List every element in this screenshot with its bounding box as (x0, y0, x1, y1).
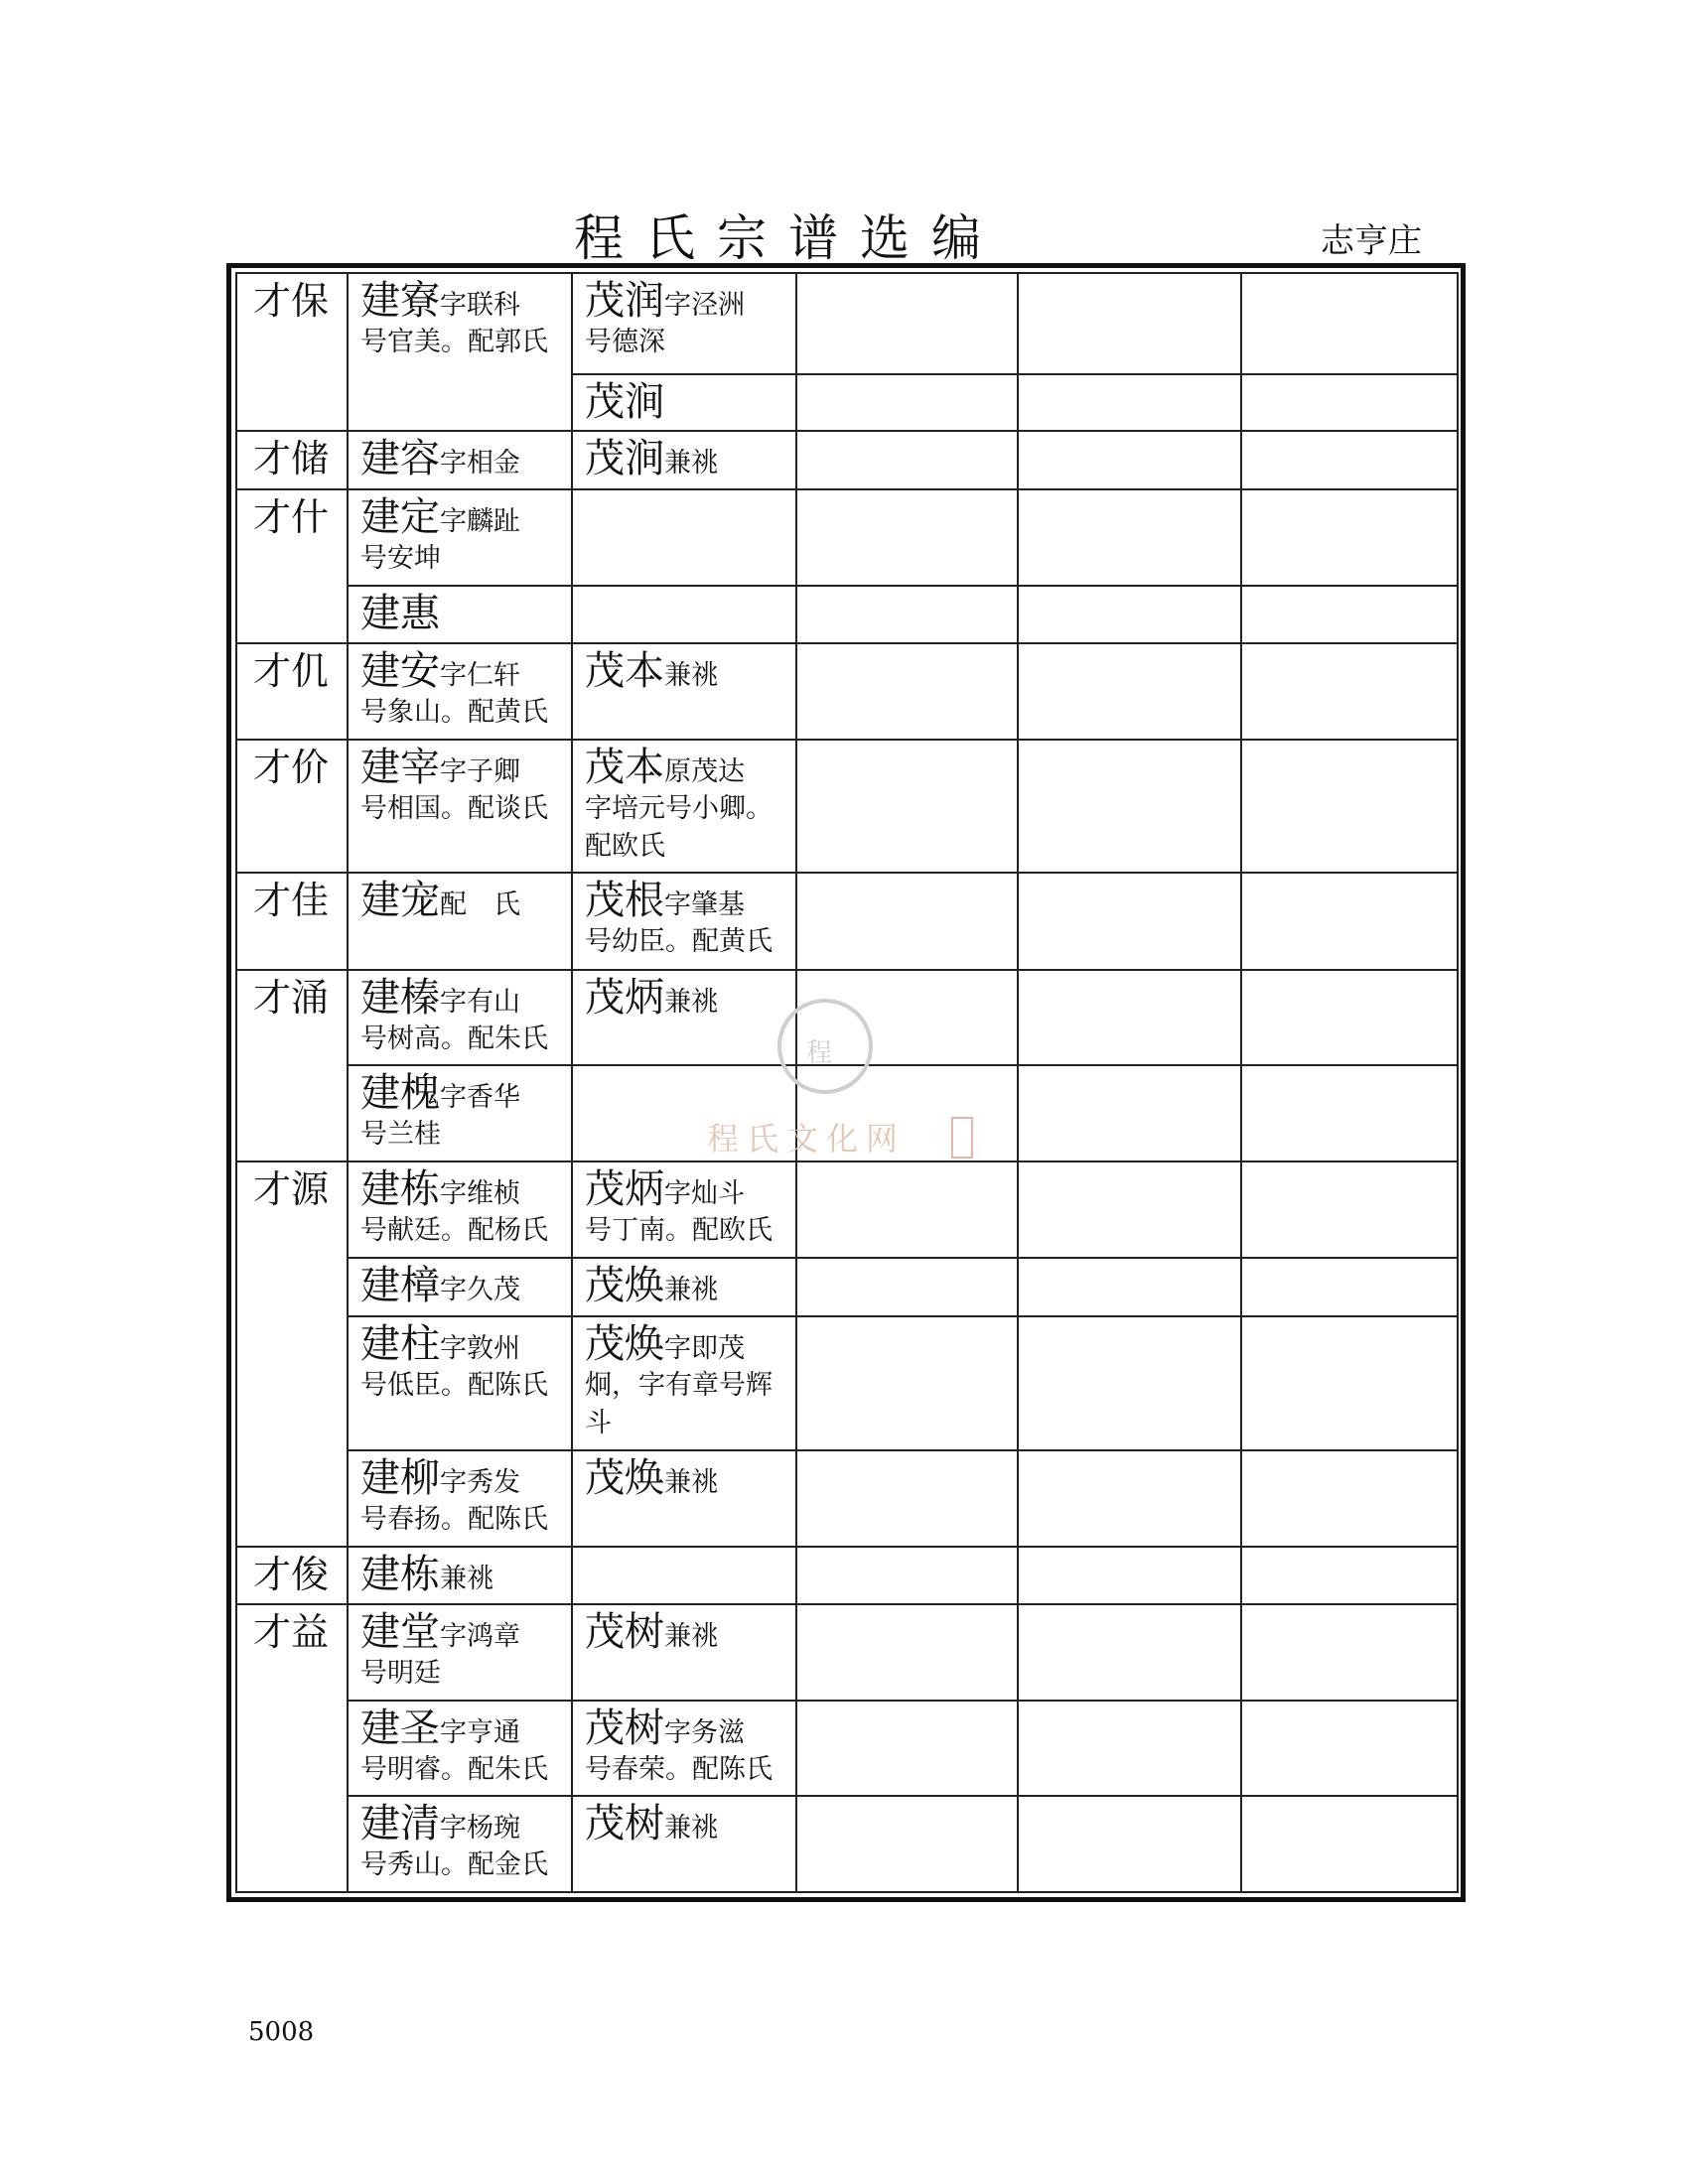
table-row (236, 1258, 1458, 1315)
gen3-cell (572, 1701, 796, 1797)
gen2-note-line2: 号秀山。配金氏 (360, 1849, 548, 1881)
empty-cell (1018, 586, 1241, 643)
empty-cell (796, 740, 1018, 874)
empty-cell (1241, 1258, 1458, 1315)
empty-cell (796, 1547, 1018, 1604)
gen2-note-line2: 号树高。配朱氏 (360, 1023, 548, 1054)
site-watermark: 程氏文化网 (707, 1120, 907, 1158)
gen2-name: 建寮 (360, 278, 440, 324)
gen2-name: 建圣 (360, 1705, 440, 1751)
gen2-name: 建栋 (360, 1165, 440, 1212)
gen1-cell: 才源 (236, 1161, 348, 1547)
empty-cell (1018, 1065, 1241, 1161)
empty-cell (1241, 873, 1458, 970)
gen2-note: 字久茂 (440, 1275, 520, 1306)
gen2-cell (348, 586, 572, 643)
empty-cell (1241, 489, 1458, 586)
gen2-cell (348, 1065, 572, 1161)
empty-cell (1018, 970, 1241, 1066)
empty-cell (1241, 1161, 1458, 1259)
empty-cell (796, 431, 1018, 489)
gen3-note-line2: 字培元号小卿。配欧氏 (585, 792, 773, 862)
gen3-name: 茂涧 (585, 378, 664, 425)
table-row (236, 1604, 1458, 1701)
gen2-name: 建堂 (360, 1609, 440, 1656)
gen2-name: 建榛 (360, 974, 440, 1021)
gen1-cell: 才储 (236, 431, 348, 489)
empty-cell (1018, 1796, 1241, 1892)
empty-cell (1241, 431, 1458, 489)
gen3-cell (572, 970, 796, 1066)
gen2-name: 建樟 (360, 1263, 440, 1309)
gen1-cell: 才价 (236, 740, 348, 874)
gen1-cell: 才什 (236, 489, 348, 643)
empty-cell (1241, 1065, 1458, 1161)
gen2-note: 字敦州 (440, 1332, 520, 1364)
empty-cell (1241, 586, 1458, 643)
table-row (236, 873, 1458, 970)
table-row (236, 643, 1458, 740)
gen3-note: 字灿斗 (664, 1177, 745, 1209)
table-row (236, 1161, 1458, 1259)
empty-cell (1241, 970, 1458, 1066)
table-row (236, 586, 1458, 643)
gen1-cell: 才保 (236, 273, 348, 431)
empty-cell (796, 374, 1018, 431)
gen3-cell (572, 643, 796, 740)
gen3-name: 茂树 (585, 1705, 664, 1751)
gen2-note: 字麟趾 (440, 506, 520, 538)
gen3-note: 字肇基 (664, 889, 745, 921)
gen2-cell (348, 1258, 572, 1315)
gen2-name: 建宠 (360, 878, 440, 924)
gen3-note: 兼祧 (664, 447, 718, 478)
empty-cell (1241, 1604, 1458, 1701)
gen2-cell (348, 1547, 572, 1604)
gen2-note-line2: 号兰桂 (360, 1119, 441, 1151)
table-row (236, 1701, 1458, 1797)
gen2-note: 字亨通 (440, 1716, 520, 1748)
gen2-name: 建槐 (360, 1070, 440, 1117)
empty-cell (796, 1258, 1018, 1315)
empty-cell (1018, 1450, 1241, 1547)
gen2-name: 建柱 (360, 1320, 440, 1367)
empty-cell (1241, 1547, 1458, 1604)
gen3-note-line2: 号丁南。配欧氏 (585, 1214, 773, 1246)
gen3-note: 兼祧 (664, 1275, 718, 1306)
empty-cell (1018, 273, 1241, 374)
gen2-note-line2: 号象山。配黄氏 (360, 697, 548, 729)
gen3-name: 茂焕 (585, 1455, 664, 1502)
gen3-cell (572, 431, 796, 489)
gen2-cell (348, 1161, 572, 1259)
gen2-name: 建安 (360, 648, 440, 695)
gen3-cell (572, 1547, 796, 1604)
gen3-cell (572, 1450, 796, 1547)
gen3-name: 茂本 (585, 744, 664, 790)
empty-cell (796, 1450, 1018, 1547)
gen3-name: 茂树 (585, 1609, 664, 1656)
gen3-note: 兼祧 (664, 1467, 718, 1499)
table-row (236, 1450, 1458, 1547)
gen1-cell: 才益 (236, 1604, 348, 1892)
empty-cell (796, 1796, 1018, 1892)
empty-cell (1241, 740, 1458, 874)
gen3-note: 兼祧 (664, 660, 718, 692)
gen2-cell (348, 273, 572, 431)
gen2-note: 字仁轩 (440, 660, 520, 692)
gen2-note-line2: 号相国。配谈氏 (360, 792, 548, 824)
gen3-cell (572, 586, 796, 643)
table-row (236, 1796, 1458, 1892)
empty-cell (1241, 1701, 1458, 1797)
table-row (236, 1547, 1458, 1604)
gen3-cell (572, 740, 796, 874)
gen2-name: 建清 (360, 1801, 440, 1847)
gen2-note-line2: 号安坤 (360, 543, 441, 575)
gen2-note: 字鸿章 (440, 1621, 520, 1653)
gen3-cell (572, 273, 796, 374)
empty-cell (1018, 740, 1241, 874)
gen3-cell (572, 374, 796, 431)
table-row (236, 489, 1458, 586)
seal-text: 程 (806, 1038, 833, 1068)
gen3-cell (572, 1604, 796, 1701)
gen3-note-line2: 号幼臣。配黄氏 (585, 926, 773, 958)
empty-cell (1241, 1316, 1458, 1451)
gen3-note: 兼祧 (664, 1621, 718, 1653)
gen3-name: 茂涧 (585, 435, 664, 481)
gen2-name: 建宰 (360, 744, 440, 790)
empty-cell (1018, 1316, 1241, 1451)
empty-cell (1018, 431, 1241, 489)
gen2-cell (348, 431, 572, 489)
gen2-name: 建定 (360, 494, 440, 541)
table-row (236, 740, 1458, 874)
gen1-cell: 才仉 (236, 643, 348, 740)
gen2-note-line2: 号明廷 (360, 1658, 441, 1690)
gen3-name: 茂根 (585, 878, 664, 924)
gen2-note-line2: 号献廷。配杨氏 (360, 1214, 548, 1246)
empty-cell (796, 1701, 1018, 1797)
gen2-note: 字相金 (440, 447, 520, 478)
empty-cell (796, 643, 1018, 740)
empty-cell (1241, 374, 1458, 431)
gen3-note: 字泾洲 (664, 290, 745, 321)
empty-cell (796, 1604, 1018, 1701)
gen1-cell: 才俊 (236, 1547, 348, 1604)
gen2-note: 字秀发 (440, 1467, 520, 1499)
gen2-name: 建容 (360, 435, 440, 481)
empty-cell (796, 273, 1018, 374)
gen2-note-line2: 号低臣。配陈氏 (360, 1369, 548, 1401)
gen2-note-line2: 号明睿。配朱氏 (360, 1753, 548, 1785)
gen2-cell (348, 1316, 572, 1451)
empty-cell (1018, 489, 1241, 586)
gen2-note: 字杨琬 (440, 1813, 520, 1844)
gen3-cell (572, 1316, 796, 1451)
empty-cell (796, 489, 1018, 586)
gen2-name: 建惠 (360, 590, 440, 636)
gen2-note: 配 氏 (440, 889, 520, 921)
gen3-note: 兼祧 (664, 986, 718, 1018)
gen3-cell (572, 873, 796, 970)
empty-cell (1241, 1450, 1458, 1547)
gen2-cell (348, 1450, 572, 1547)
stamp-icon (951, 1117, 973, 1159)
table-row (236, 1316, 1458, 1451)
gen2-cell (348, 740, 572, 874)
gen3-name: 茂润 (585, 278, 664, 324)
empty-cell (1018, 374, 1241, 431)
gen3-name: 茂焕 (585, 1320, 664, 1367)
table-row (236, 431, 1458, 489)
gen3-note: 字即茂 (664, 1332, 745, 1364)
empty-cell (1018, 873, 1241, 970)
gen2-note-line2: 号春扬。配陈氏 (360, 1504, 548, 1536)
gen3-name: 茂炳 (585, 974, 664, 1021)
empty-cell (1018, 643, 1241, 740)
empty-cell (1018, 1604, 1241, 1701)
table-row (236, 273, 1458, 374)
gen3-name: 茂炳 (585, 1165, 664, 1212)
gen3-name: 茂焕 (585, 1263, 664, 1309)
empty-cell (1018, 1701, 1241, 1797)
gen2-note: 字联科 (440, 290, 520, 321)
gen3-note: 兼祧 (664, 1813, 718, 1844)
gen3-name: 茂树 (585, 1801, 664, 1847)
gen3-name: 茂本 (585, 648, 664, 695)
page-number: 5008 (248, 2017, 315, 2047)
gen2-cell (348, 1796, 572, 1892)
gen1-cell: 才涌 (236, 970, 348, 1161)
empty-cell (1018, 1258, 1241, 1315)
gen3-note-line2: 号春荣。配陈氏 (585, 1753, 773, 1785)
empty-cell (796, 1316, 1018, 1451)
gen3-note: 字务滋 (664, 1716, 745, 1748)
gen2-cell (348, 970, 572, 1066)
gen2-note: 字子卿 (440, 755, 520, 787)
gen2-cell (348, 873, 572, 970)
gen2-note: 兼祧 (440, 1563, 493, 1594)
gen2-cell (348, 489, 572, 586)
gen3-cell (572, 1258, 796, 1315)
branch-name: 志亨庄 (1321, 221, 1422, 261)
gen3-note-line2: 号德深 (585, 327, 665, 357)
empty-cell (1241, 643, 1458, 740)
gen2-name: 建柳 (360, 1455, 440, 1502)
gen1-cell: 才佳 (236, 873, 348, 970)
gen2-note-line2: 号官美。配郭氏 (360, 327, 548, 357)
gen3-note-line2: 炯，字有章号辉斗 (585, 1369, 773, 1438)
empty-cell (1241, 1796, 1458, 1892)
empty-cell (796, 1161, 1018, 1259)
empty-cell (796, 873, 1018, 970)
gen2-name: 建栋 (360, 1551, 440, 1597)
gen3-cell (572, 1161, 796, 1259)
empty-cell (796, 586, 1018, 643)
gen2-note: 字维桢 (440, 1177, 520, 1209)
empty-cell (1241, 273, 1458, 374)
gen2-cell (348, 643, 572, 740)
gen3-cell (572, 1796, 796, 1892)
gen2-note: 字有山 (440, 986, 520, 1018)
empty-cell (1018, 1161, 1241, 1259)
gen2-note: 字香华 (440, 1082, 520, 1114)
gen2-cell (348, 1701, 572, 1797)
gen2-cell (348, 1604, 572, 1701)
gen3-note: 原茂达 (664, 755, 745, 787)
page-title: 程氏宗谱选编 (574, 209, 1003, 267)
gen3-cell (572, 489, 796, 586)
empty-cell (1018, 1547, 1241, 1604)
